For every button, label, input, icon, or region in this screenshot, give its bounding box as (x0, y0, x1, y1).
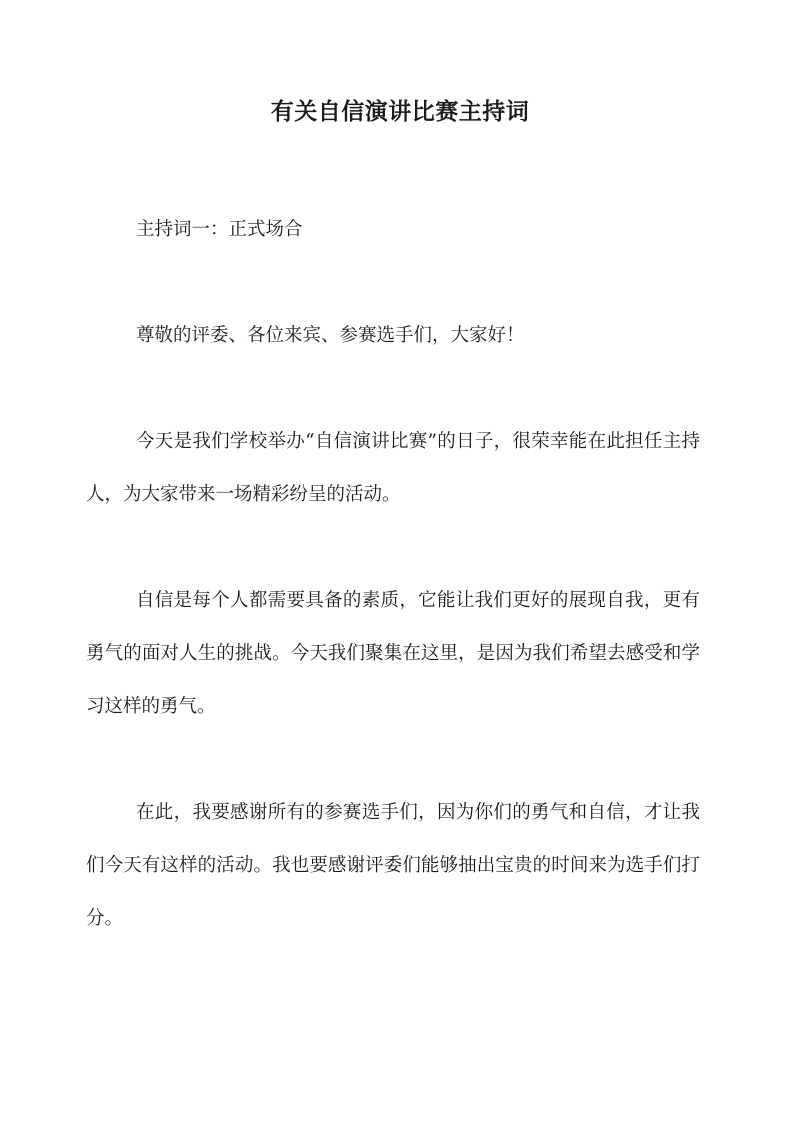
confidence-paragraph: 自信是每个人都需要具备的素质，它能让我们更好的展现自我，更有勇气的面对人生的挑战。今天我们聚集在这里，是因为我们希望去感受和学习这样的勇气。 (86, 590, 700, 717)
thanks-paragraph: 在此，我要感谢所有的参赛选手们，因为你们的勇气和自信，才让我们今天有这样的活动。我也要感谢评委们能够抽出宝贵的时间来为选手们打分。 (86, 802, 700, 929)
greeting-paragraph: 尊敬的评委、各位来宾、参赛选手们，大家好！ (136, 325, 525, 346)
intro-paragraph: 今天是我们学校举办“自信演讲比赛”的日子，很荣幸能在此担任主持人，为大家带来一场精彩纷呈的活动。 (86, 431, 700, 505)
document-title: 有关自信演讲比赛主持词 (270, 98, 530, 125)
section-heading: 主持词一：正式场合 (136, 219, 303, 240)
